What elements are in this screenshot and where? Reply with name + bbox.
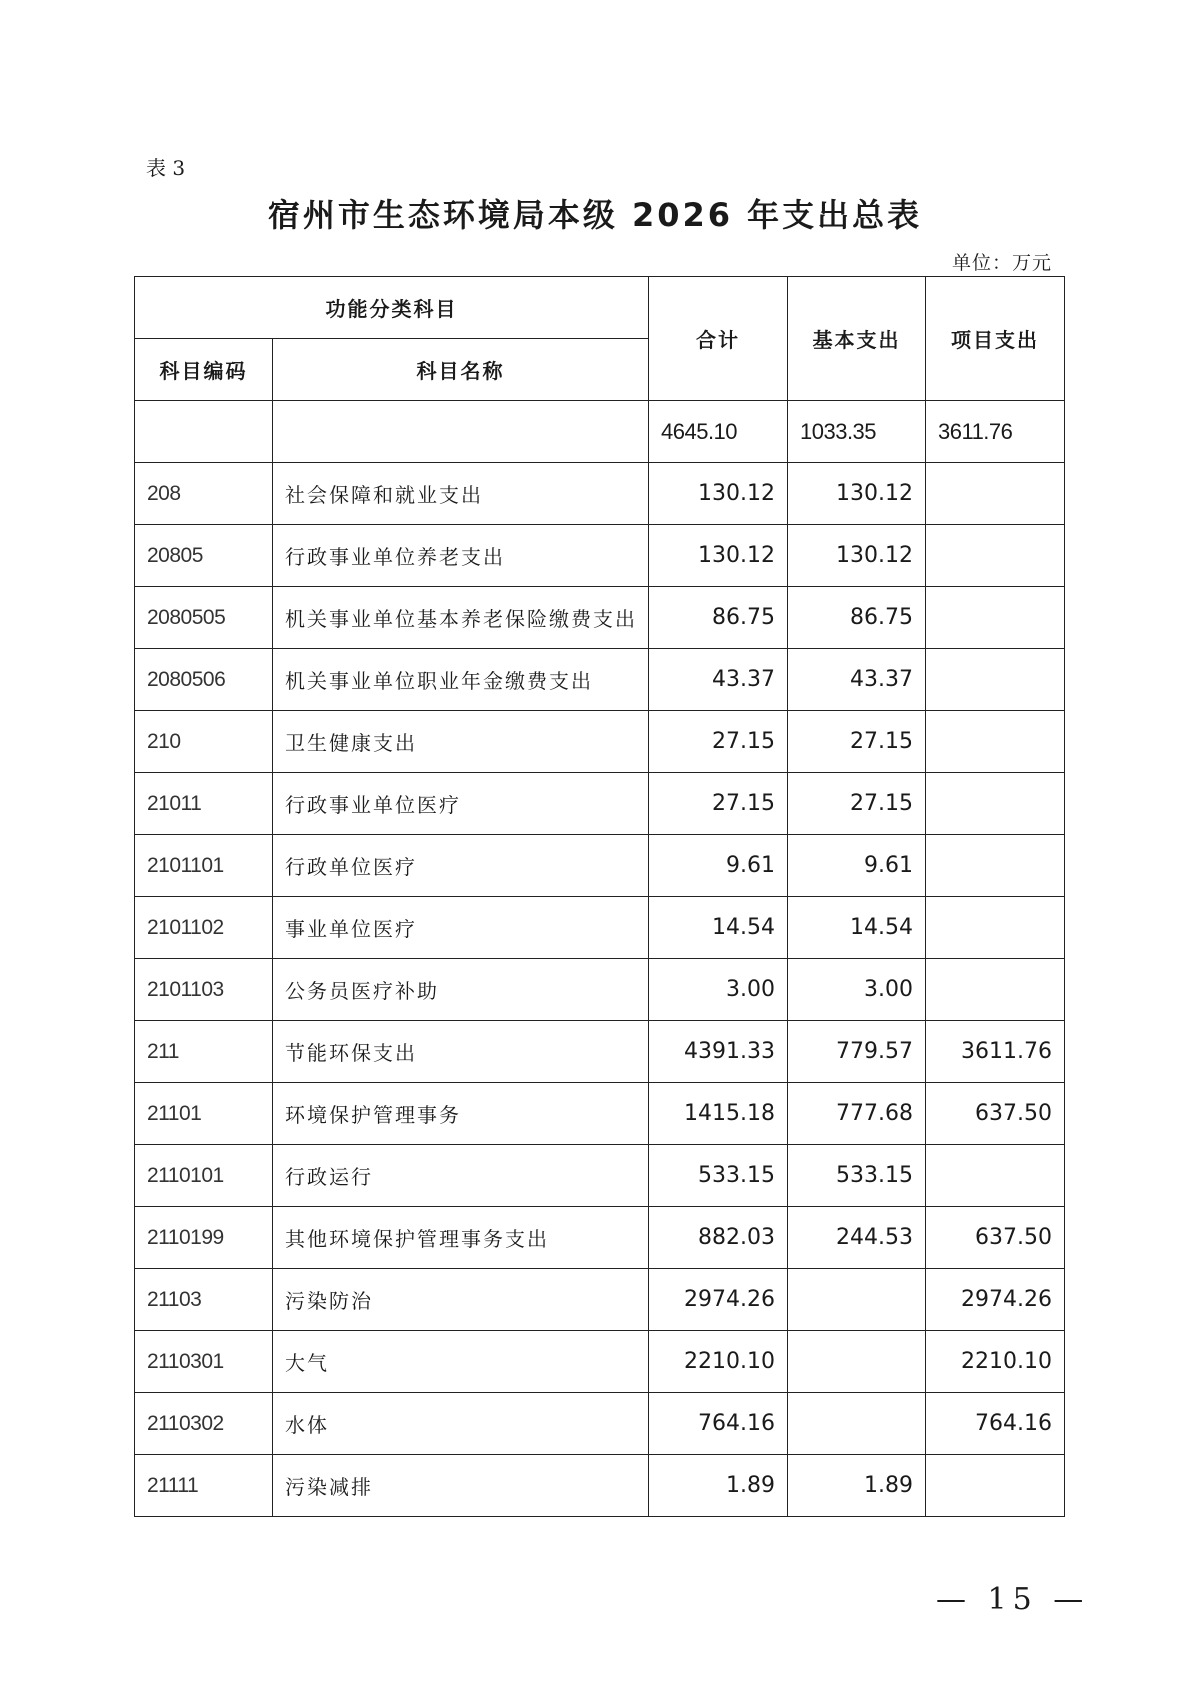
table-row <box>135 1083 1065 1145</box>
totals-project: 3611.76 <box>926 401 1065 463</box>
row-basic <box>788 1393 926 1455</box>
row-project <box>926 649 1065 711</box>
row-code: 2101101 <box>135 835 273 897</box>
row-name: 水体 <box>273 1393 649 1455</box>
row-project <box>926 897 1065 959</box>
row-code: 2110302 <box>135 1393 273 1455</box>
row-basic: 1.89 <box>788 1455 926 1517</box>
table-row <box>135 1393 1065 1455</box>
row-code: 2101102 <box>135 897 273 959</box>
unit-label: 单位：万元 <box>951 252 1052 274</box>
table-row <box>135 1331 1065 1393</box>
row-name: 其他环境保护管理事务支出 <box>273 1207 649 1269</box>
row-code: 211 <box>135 1021 273 1083</box>
table-row <box>135 959 1065 1021</box>
row-basic: 130.12 <box>788 463 926 525</box>
table-row <box>135 1455 1065 1517</box>
table-row <box>135 587 1065 649</box>
row-basic: 27.15 <box>788 773 926 835</box>
header-function-category: 功能分类科目 <box>135 277 649 339</box>
row-code: 2080505 <box>135 587 273 649</box>
totals-row <box>135 401 1065 463</box>
row-total: 764.16 <box>649 1393 788 1455</box>
row-name: 卫生健康支出 <box>273 711 649 773</box>
row-basic: 14.54 <box>788 897 926 959</box>
row-name: 大气 <box>273 1331 649 1393</box>
row-name: 行政运行 <box>273 1145 649 1207</box>
row-project: 2210.10 <box>926 1331 1065 1393</box>
row-basic <box>788 1331 926 1393</box>
row-code: 2110101 <box>135 1145 273 1207</box>
row-basic: 533.15 <box>788 1145 926 1207</box>
row-total: 882.03 <box>649 1207 788 1269</box>
row-name: 行政事业单位养老支出 <box>273 525 649 587</box>
row-basic: 777.68 <box>788 1083 926 1145</box>
row-code: 21103 <box>135 1269 273 1331</box>
row-project: 2974.26 <box>926 1269 1065 1331</box>
row-total: 2974.26 <box>649 1269 788 1331</box>
row-name: 社会保障和就业支出 <box>273 463 649 525</box>
row-basic: 3.00 <box>788 959 926 1021</box>
row-project <box>926 773 1065 835</box>
row-total: 3.00 <box>649 959 788 1021</box>
header-code: 科目编码 <box>135 339 273 401</box>
table-row <box>135 1145 1065 1207</box>
row-name: 机关事业单位职业年金缴费支出 <box>273 649 649 711</box>
row-total: 1.89 <box>649 1455 788 1517</box>
row-total: 130.12 <box>649 463 788 525</box>
table-row <box>135 463 1065 525</box>
totals-total: 4645.10 <box>649 401 788 463</box>
row-project <box>926 711 1065 773</box>
table-row <box>135 649 1065 711</box>
row-code: 21111 <box>135 1455 273 1517</box>
row-name: 机关事业单位基本养老保险缴费支出 <box>273 587 649 649</box>
row-code: 2110199 <box>135 1207 273 1269</box>
page-number: — 15 — <box>936 1582 1090 1617</box>
row-total: 27.15 <box>649 773 788 835</box>
header-project: 项目支出 <box>926 277 1065 401</box>
page-title: 宿州市生态环境局本级 2026 年支出总表 <box>267 196 923 234</box>
row-basic: 9.61 <box>788 835 926 897</box>
row-name: 事业单位医疗 <box>273 897 649 959</box>
table-row <box>135 835 1065 897</box>
row-code: 208 <box>135 463 273 525</box>
row-code: 2110301 <box>135 1331 273 1393</box>
row-total: 27.15 <box>649 711 788 773</box>
row-code: 210 <box>135 711 273 773</box>
row-basic: 244.53 <box>788 1207 926 1269</box>
row-name: 环境保护管理事务 <box>273 1083 649 1145</box>
row-project: 764.16 <box>926 1393 1065 1455</box>
row-basic <box>788 1269 926 1331</box>
table-row <box>135 711 1065 773</box>
row-code: 2080506 <box>135 649 273 711</box>
row-code: 21011 <box>135 773 273 835</box>
row-total: 1415.18 <box>649 1083 788 1145</box>
row-project <box>926 587 1065 649</box>
expenditure-table <box>134 276 1065 1517</box>
header-total: 合计 <box>649 277 788 401</box>
row-project: 637.50 <box>926 1207 1065 1269</box>
totals-code <box>135 401 273 463</box>
row-total: 14.54 <box>649 897 788 959</box>
row-code: 2101103 <box>135 959 273 1021</box>
row-total: 43.37 <box>649 649 788 711</box>
row-project <box>926 959 1065 1021</box>
table-row <box>135 1021 1065 1083</box>
row-name: 行政单位医疗 <box>273 835 649 897</box>
row-total: 130.12 <box>649 525 788 587</box>
row-project <box>926 525 1065 587</box>
table-row <box>135 525 1065 587</box>
row-name: 行政事业单位医疗 <box>273 773 649 835</box>
row-total: 2210.10 <box>649 1331 788 1393</box>
table-row <box>135 897 1065 959</box>
row-code: 21101 <box>135 1083 273 1145</box>
table-row <box>135 1269 1065 1331</box>
row-name: 污染减排 <box>273 1455 649 1517</box>
header-name: 科目名称 <box>273 339 649 401</box>
row-basic: 43.37 <box>788 649 926 711</box>
row-basic: 779.57 <box>788 1021 926 1083</box>
row-total: 533.15 <box>649 1145 788 1207</box>
header-basic: 基本支出 <box>788 277 926 401</box>
table-row <box>135 1207 1065 1269</box>
row-total: 4391.33 <box>649 1021 788 1083</box>
row-code: 20805 <box>135 525 273 587</box>
totals-basic: 1033.35 <box>788 401 926 463</box>
totals-name <box>273 401 649 463</box>
row-project <box>926 463 1065 525</box>
row-project <box>926 1145 1065 1207</box>
row-project: 3611.76 <box>926 1021 1065 1083</box>
row-basic: 27.15 <box>788 711 926 773</box>
table-label: 表 3 <box>146 156 186 180</box>
row-name: 公务员医疗补助 <box>273 959 649 1021</box>
row-name: 节能环保支出 <box>273 1021 649 1083</box>
row-basic: 86.75 <box>788 587 926 649</box>
row-project <box>926 1455 1065 1517</box>
row-basic: 130.12 <box>788 525 926 587</box>
row-total: 9.61 <box>649 835 788 897</box>
row-name: 污染防治 <box>273 1269 649 1331</box>
row-project: 637.50 <box>926 1083 1065 1145</box>
row-total: 86.75 <box>649 587 788 649</box>
table-row <box>135 773 1065 835</box>
row-project <box>926 835 1065 897</box>
